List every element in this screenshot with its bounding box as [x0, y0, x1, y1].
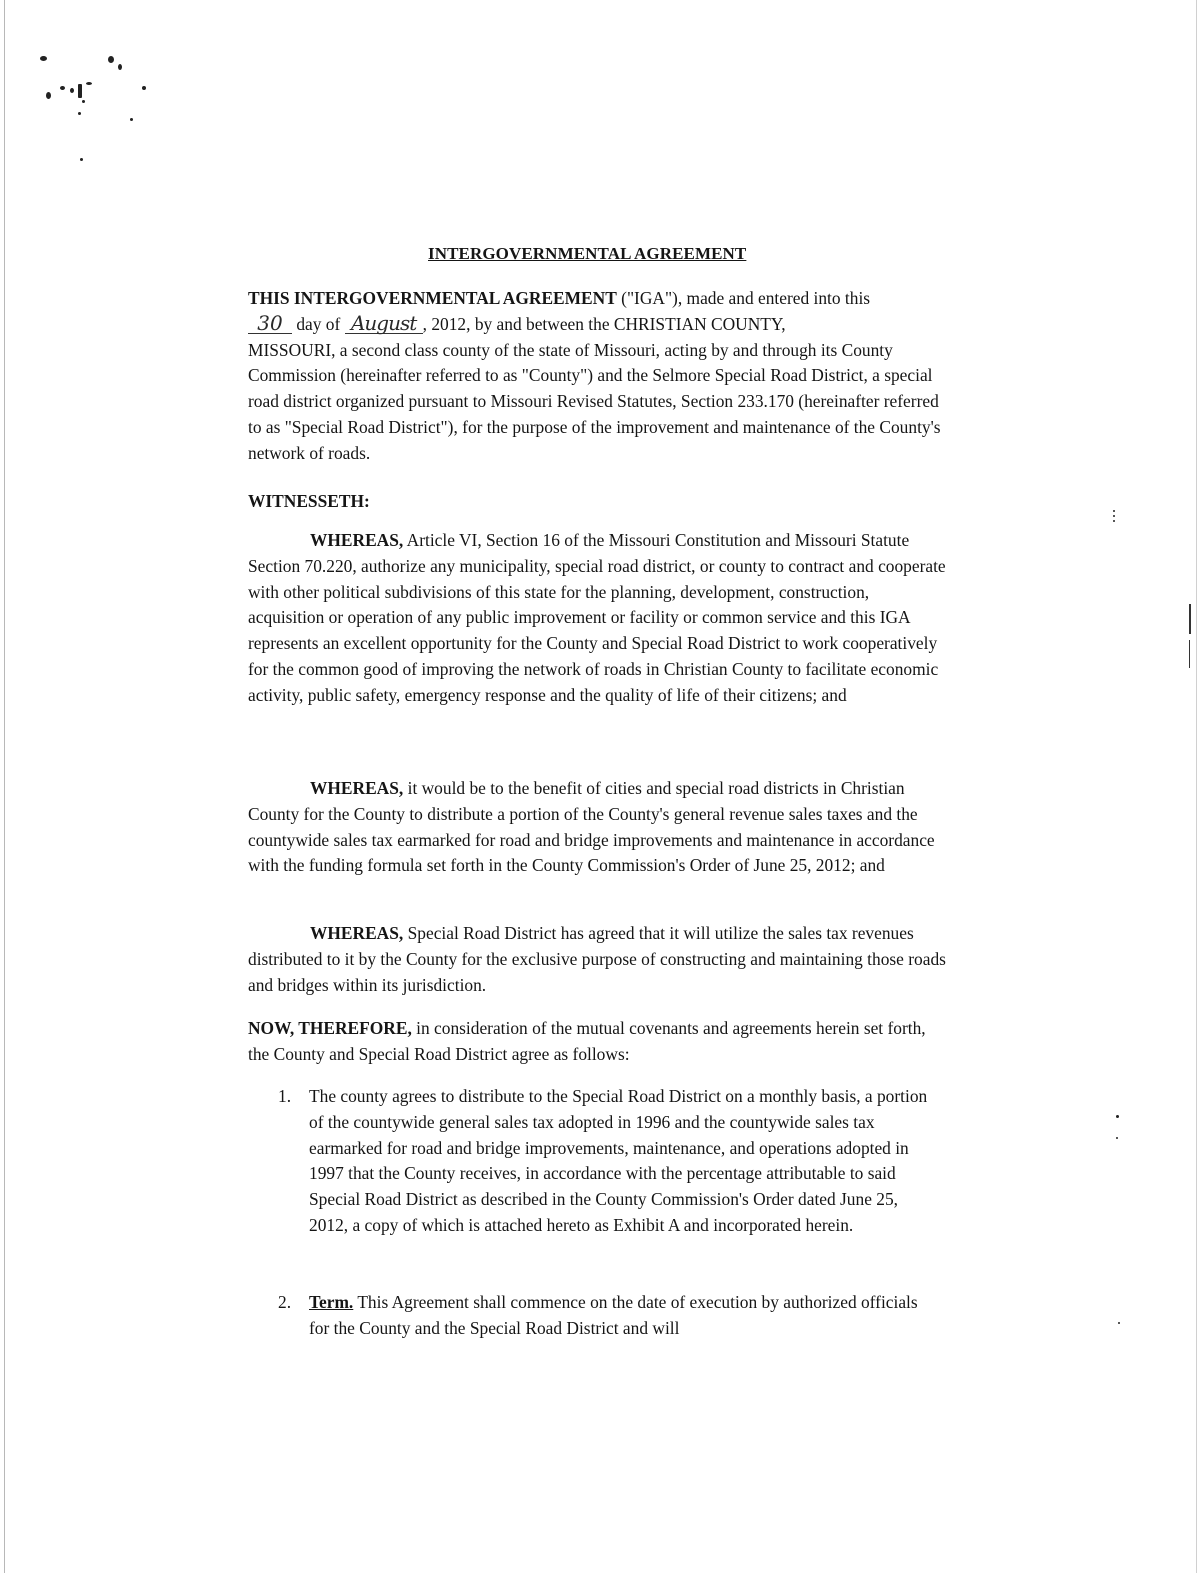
intro-day-suffix: day of	[292, 313, 345, 334]
handwritten-month: August	[345, 313, 423, 334]
document-title: INTERGOVERNMENTAL AGREEMENT	[428, 244, 747, 263]
whereas-3-lead: WHEREAS,	[310, 923, 404, 943]
whereas-3-text: Special Road District has agreed that it will utilize the sales tax revenues distributed to it by the County for the exclusive purpose of constructing and maintaining those roads and bridges within its jurisdiction.	[248, 923, 946, 995]
handwritten-day: 30	[248, 313, 292, 334]
now-therefore-lead: NOW, THEREFORE,	[248, 1018, 412, 1038]
whereas-paragraph-1	[248, 528, 948, 709]
list-item-number: 2.	[278, 1292, 292, 1312]
witnesseth-heading: WITNESSETH:	[248, 491, 370, 511]
intro-lead: THIS INTERGOVERNMENTAL AGREEMENT	[248, 288, 617, 308]
term-heading: Term.	[309, 1292, 354, 1312]
intro-lead-rest: ("IGA"), made and entered into this	[616, 288, 871, 308]
whereas-1-lead: WHEREAS,	[310, 530, 404, 550]
intro-after-date: , 2012, by and between the CHRISTIAN COUNTY,	[422, 313, 786, 334]
whereas-2-text: it would be to the benefit of cities and special road districts in Christian County for the County to distribute a portion of the County's general revenue sales taxes and the countywide sales tax earmarked for road and bridge improvements and maintenance in accordance with the funding formula set forth in the County Commission's Order of June 25, 2012; and	[248, 778, 935, 876]
page-edge-right	[1196, 0, 1197, 1573]
now-therefore-paragraph	[248, 1016, 948, 1068]
list-item	[278, 1084, 938, 1266]
whereas-1-text: Article VI, Section 16 of the Missouri Constitution and Missouri Statute Section 70.220, authorize any municipality, special road district, or county to contract and cooperate with other political subdivisions of this state for the planning, development, construction, acquisition or operation of any public improvement or facility or common service and this IGA represents an excellent opportunity for the County and Special Road District to work cooperatively for the common good of improving the network of roads in Christian County to facilitate economic activity, public safety, emergency response and the quality of life of their citizens; and	[248, 530, 946, 705]
intro-paragraph	[248, 286, 948, 467]
page-edge-left	[4, 0, 5, 1573]
now-therefore-text: in consideration of the mutual covenants and agreements herein set forth, the County and Special Road District agree as follows:	[248, 1018, 926, 1064]
list-item-number: 1.	[278, 1086, 292, 1106]
list-item-body	[309, 1290, 939, 1342]
list-item-text: The county agrees to distribute to the Special Road District on a monthly basis, a portion of the countywide general sales tax adopted in 1996 and the countywide sales tax earmarked for road and bridge improvements, maintenance, and operations adopted in 1997 that the County receives, in accordance with the percentage attributable to said Special Road District as described in the County Commission's Order dated June 25, 2012, a copy of which is attached hereto as Exhibit A and incorporated herein.	[309, 1086, 928, 1235]
whereas-paragraph-3	[248, 921, 948, 998]
intro-body: MISSOURI, a second class county of the state of Missouri, acting by and through its County Commission (hereinafter referred to as "County") and the Selmore Special Road District, a special road district organized pursuant to Missouri Revised Statutes, Section 233.170 (hereinafter referred to as "Special Road District"), for the purpose of the improvement and maintenance of the County's network of roads.	[248, 339, 941, 463]
whereas-paragraph-2	[248, 776, 948, 879]
whereas-2-lead: WHEREAS,	[310, 778, 404, 798]
list-item	[278, 1290, 938, 1350]
list-item-text: This Agreement shall commence on the date of execution by authorized officials for the County and the Special Road District and will	[309, 1292, 918, 1338]
